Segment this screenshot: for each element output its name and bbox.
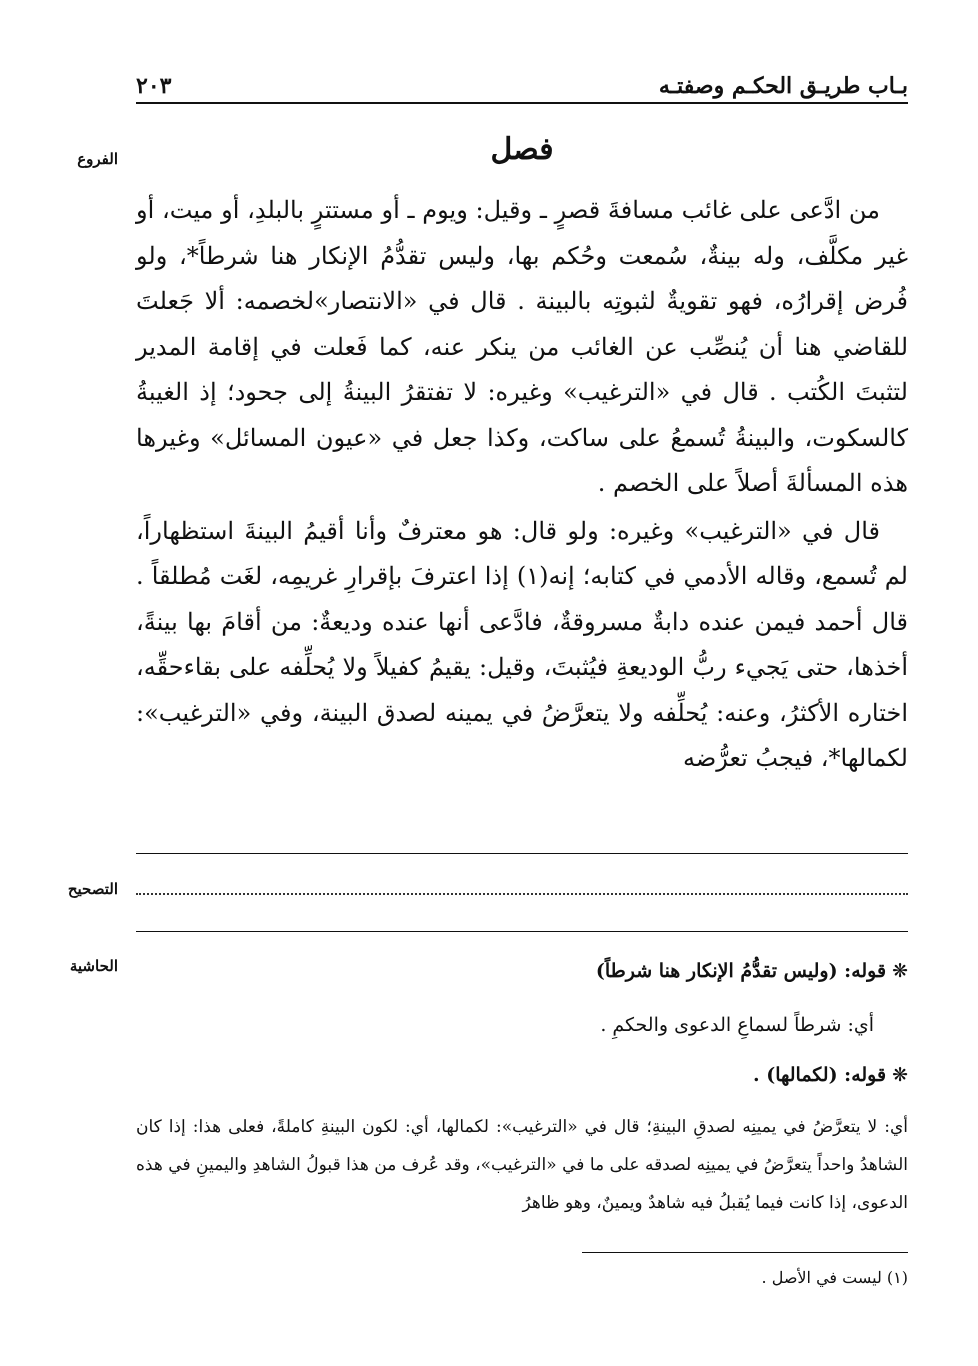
page-header (136, 70, 908, 104)
footnote: (١) ليست في الأصل . (761, 1268, 908, 1287)
annotation-2-body: أي: لا يتعرَّضُ في يمينِه لصدقِ البينةِ؛ قال في «الترغيب»: لكمالها، أي: لكون البينةِ كاملةً، فعلى هذا: إذا كان الشاهدُ واحداً يتعرَّضُ في يمينِه لصدقه على ما في «الترغيب»، وقد عُرف من هذا قبولُ الشاهدِ واليمينِ في هذه الدعوى، إذا كانت فيما يُقبلُ فيه شاهدٌ ويمينٌ، وهو ظاهرُ (136, 1117, 908, 1213)
annotation-1-body: أي: شرطاً لسماعِ الدعوى والحكمِ . (600, 1014, 874, 1036)
chapter-title: بـاب طريـق الحكـم وصفتـه (658, 73, 908, 99)
divider (136, 931, 908, 932)
page-number: ٢٠٣ (136, 73, 172, 99)
side-label-branches: الفروع (77, 150, 118, 168)
footnote-separator (582, 1252, 908, 1253)
annotation-1-heading: ❋قوله: (وليس تقدُّمُ الإنكار هنا شرطاً) (595, 960, 908, 982)
correction-line (136, 893, 908, 895)
main-text (136, 188, 908, 782)
paragraph: من ادَّعى على غائب مسافةَ قصرٍ ـ وقيل: ويوم ـ أو مستترٍ بالبلدِ، أو ميت، أو غير مكلَّف، وله بينةٌ، سُمعت وحُكم بها، وليس تقدُّمُ الإنكار هنا شرطاً*، ولو فُرض إقرارُه، فهو تقويةٌ لثبوتِه بالبينة . قال في «الانتصار»لخصمه: ألا جَعلتَ للقاضي هنا أن يُنصِّب عن الغائب من ينكر عنه، كما فَعلت في إقامة المدير لتثبتَ الكُتب . قال في «الترغيب» وغيره: لا تفتقرُ البينةُ إلى جحود؛ إذ الغيبةُ كالسكوت، والبينةُ تُسمعُ على ساكت، وكذا جعل في «عيون المسائل» وغيرها هذه المسألةَ أصلاً على الخصم . (136, 196, 909, 497)
side-label-correction: التصحيح (67, 880, 118, 898)
paragraph: قال في «الترغيب» وغيره: ولو قال: هو معترفٌ وأنا أقيمُ البينةَ استظهاراً، لم تُسمع، وقاله الأدمي في كتابه؛ إنه(١) إذا اعترفَ بإقرارِ غريمِه، لغَت مُطلقاً . قال أحمد فيمن عنده دابةٌ مسروقةٌ، فادَّعى أنها عنده وديعةٌ: من أقامَ بها بينةً، أخذها، حتى يَجيء ربُّ الوديعةِ فيُثبتَ، وقيل: يقيمُ كفيلاً ولا يُحلِّفه على بقاءحقِّه، اختاره الأكثرُ، وعنه: يُحلِّفه ولا يتعرَّضُ في يمينه لصدق البينة، وفي «الترغيب»: لكمالها*، فيجبُ تعرُّضه (136, 516, 908, 772)
section-heading: فصل (490, 132, 554, 167)
divider (136, 853, 908, 854)
annotation-2-heading: ❋قوله: (لكمالها) . (752, 1064, 908, 1086)
star-icon: ❋ (892, 960, 908, 982)
side-label-annotation: الحاشية (69, 957, 118, 975)
star-icon: ❋ (892, 1064, 908, 1086)
